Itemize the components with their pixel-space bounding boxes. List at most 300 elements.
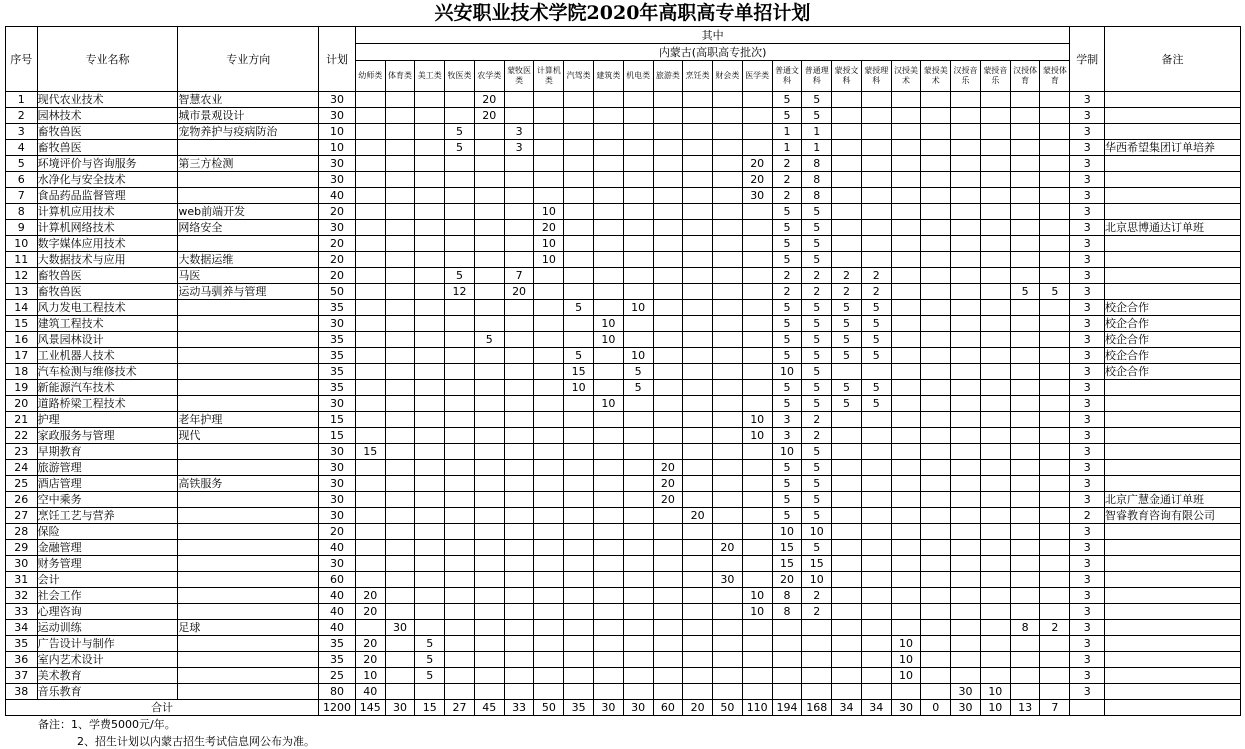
cell-category [832, 188, 862, 204]
cell-years: 3 [1070, 540, 1105, 556]
cell-seq: 1 [6, 92, 38, 108]
header-category: 烹饪类 [683, 61, 713, 92]
total-category: 10 [980, 700, 1010, 716]
cell-category [504, 508, 534, 524]
header-category: 体育类 [385, 61, 415, 92]
cell-category [534, 636, 564, 652]
cell-category [861, 588, 891, 604]
cell-major: 食品药品监督管理 [37, 188, 178, 204]
cell-category [623, 652, 653, 668]
cell-seq: 30 [6, 556, 38, 572]
cell-category [713, 92, 743, 108]
cell-category: 5 [772, 220, 802, 236]
cell-category [713, 444, 743, 460]
cell-direction: 现代 [178, 428, 319, 444]
cell-category [861, 636, 891, 652]
cell-category [415, 588, 445, 604]
table-row [6, 636, 1241, 652]
cell-category [713, 156, 743, 172]
cell-category [534, 492, 564, 508]
cell-category [623, 444, 653, 460]
cell-category [683, 620, 713, 636]
cell-category [1040, 668, 1070, 684]
cell-category [564, 620, 594, 636]
cell-category [653, 188, 683, 204]
cell-category [951, 348, 981, 364]
cell-category [445, 108, 475, 124]
cell-category: 20 [653, 476, 683, 492]
cell-category: 5 [802, 252, 832, 268]
cell-category [593, 588, 623, 604]
cell-years: 3 [1070, 380, 1105, 396]
cell-category [355, 460, 385, 476]
cell-category [1040, 556, 1070, 572]
cell-direction [178, 492, 319, 508]
cell-category [564, 220, 594, 236]
cell-category [445, 476, 475, 492]
cell-category [1040, 348, 1070, 364]
cell-category [742, 348, 772, 364]
cell-category [385, 540, 415, 556]
cell-note: 智睿教育咨询有限公司 [1105, 508, 1241, 524]
table-row [6, 140, 1241, 156]
cell-category [445, 428, 475, 444]
cell-category [564, 412, 594, 428]
cell-category [921, 684, 951, 700]
cell-category [713, 412, 743, 428]
cell-category [415, 220, 445, 236]
cell-category [653, 140, 683, 156]
cell-category [683, 460, 713, 476]
cell-category [921, 332, 951, 348]
cell-category [921, 268, 951, 284]
cell-category: 10 [772, 364, 802, 380]
cell-category [742, 476, 772, 492]
cell-category: 20 [742, 156, 772, 172]
cell-category: 2 [802, 268, 832, 284]
cell-direction [178, 508, 319, 524]
cell-direction: 城市景观设计 [178, 108, 319, 124]
cell-category [653, 364, 683, 380]
cell-category [653, 284, 683, 300]
cell-category [951, 268, 981, 284]
cell-category [1040, 412, 1070, 428]
cell-category [623, 252, 653, 268]
cell-category [980, 524, 1010, 540]
cell-category [832, 428, 862, 444]
cell-category: 20 [504, 284, 534, 300]
cell-category [713, 268, 743, 284]
cell-category [534, 364, 564, 380]
cell-category [891, 556, 921, 572]
cell-category [1010, 300, 1040, 316]
cell-category [683, 684, 713, 700]
cell-category [445, 364, 475, 380]
cell-category [980, 412, 1010, 428]
cell-category [980, 428, 1010, 444]
cell-category: 1 [772, 140, 802, 156]
cell-category [504, 300, 534, 316]
cell-years: 3 [1070, 236, 1105, 252]
cell-category [445, 412, 475, 428]
cell-category [355, 172, 385, 188]
cell-category [832, 140, 862, 156]
cell-category [891, 140, 921, 156]
total-category: 110 [742, 700, 772, 716]
cell-major: 音乐教育 [37, 684, 178, 700]
cell-category: 10 [534, 204, 564, 220]
table-row [6, 540, 1241, 556]
cell-category [951, 412, 981, 428]
cell-category [355, 332, 385, 348]
cell-category [1040, 444, 1070, 460]
cell-years: 3 [1070, 188, 1105, 204]
cell-category [980, 268, 1010, 284]
cell-category [415, 604, 445, 620]
cell-category: 5 [861, 348, 891, 364]
cell-years: 3 [1070, 300, 1105, 316]
cell-category [683, 588, 713, 604]
cell-category [385, 412, 415, 428]
header-category: 蒙授文科 [832, 61, 862, 92]
cell-category [980, 124, 1010, 140]
cell-category: 20 [713, 540, 743, 556]
cell-note [1105, 412, 1241, 428]
cell-category [1040, 572, 1070, 588]
cell-major: 金融管理 [37, 540, 178, 556]
cell-years: 3 [1070, 684, 1105, 700]
cell-category [593, 108, 623, 124]
cell-category [474, 268, 504, 284]
cell-years: 3 [1070, 172, 1105, 188]
cell-category [415, 236, 445, 252]
cell-years: 3 [1070, 444, 1105, 460]
cell-category [415, 380, 445, 396]
cell-category [474, 252, 504, 268]
cell-category: 10 [355, 668, 385, 684]
cell-category [861, 476, 891, 492]
cell-category: 2 [802, 412, 832, 428]
cell-seq: 29 [6, 540, 38, 556]
cell-category [832, 604, 862, 620]
cell-category [385, 124, 415, 140]
cell-category [921, 556, 951, 572]
cell-category [1040, 396, 1070, 412]
cell-category [415, 428, 445, 444]
cell-plan: 30 [319, 444, 356, 460]
cell-category [742, 492, 772, 508]
cell-category [951, 444, 981, 460]
cell-category [1040, 124, 1070, 140]
cell-category [474, 396, 504, 412]
cell-years: 3 [1070, 588, 1105, 604]
cell-direction [178, 652, 319, 668]
cell-category: 12 [445, 284, 475, 300]
cell-category [355, 236, 385, 252]
cell-category [891, 620, 921, 636]
cell-category [1010, 508, 1040, 524]
cell-category [415, 444, 445, 460]
cell-category [891, 588, 921, 604]
cell-seq: 4 [6, 140, 38, 156]
cell-category [564, 460, 594, 476]
cell-seq: 32 [6, 588, 38, 604]
cell-category: 5 [802, 220, 832, 236]
cell-note: 校企合作 [1105, 316, 1241, 332]
cell-category [593, 300, 623, 316]
cell-years: 3 [1070, 284, 1105, 300]
cell-category [504, 572, 534, 588]
cell-category [1010, 540, 1040, 556]
cell-category [1040, 652, 1070, 668]
cell-category [593, 492, 623, 508]
cell-seq: 28 [6, 524, 38, 540]
cell-category [980, 316, 1010, 332]
cell-category [1010, 316, 1040, 332]
cell-category [713, 476, 743, 492]
cell-note: 北京思博通达订单班 [1105, 220, 1241, 236]
cell-category [713, 252, 743, 268]
cell-category [1040, 172, 1070, 188]
cell-category: 5 [772, 92, 802, 108]
cell-category [445, 508, 475, 524]
cell-plan: 30 [319, 556, 356, 572]
cell-category [891, 476, 921, 492]
cell-category [593, 524, 623, 540]
cell-category [504, 108, 534, 124]
cell-category [1010, 524, 1040, 540]
cell-category: 20 [534, 220, 564, 236]
cell-category [623, 236, 653, 252]
cell-category [593, 652, 623, 668]
cell-category [832, 684, 862, 700]
cell-category [504, 684, 534, 700]
cell-category [415, 508, 445, 524]
cell-note [1105, 684, 1241, 700]
cell-category [623, 588, 653, 604]
cell-category [593, 604, 623, 620]
cell-category [564, 332, 594, 348]
header-category: 蒙授美术 [921, 61, 951, 92]
cell-plan: 35 [319, 332, 356, 348]
cell-category [742, 220, 772, 236]
cell-category [951, 620, 981, 636]
cell-category: 10 [593, 316, 623, 332]
cell-category [564, 236, 594, 252]
cell-category [623, 396, 653, 412]
cell-category [415, 268, 445, 284]
cell-years: 3 [1070, 140, 1105, 156]
cell-seq: 12 [6, 268, 38, 284]
cell-category [355, 124, 385, 140]
cell-category [355, 108, 385, 124]
cell-category [623, 204, 653, 220]
cell-category [445, 188, 475, 204]
cell-category [1010, 572, 1040, 588]
cell-category [742, 556, 772, 572]
cell-category [504, 332, 534, 348]
total-category: 34 [832, 700, 862, 716]
cell-category [832, 364, 862, 380]
cell-major: 美术教育 [37, 668, 178, 684]
cell-category [564, 636, 594, 652]
header-category: 汉授美术 [891, 61, 921, 92]
cell-category: 5 [832, 332, 862, 348]
cell-note [1105, 252, 1241, 268]
cell-category [891, 284, 921, 300]
cell-major: 室内艺术设计 [37, 652, 178, 668]
cell-category [802, 652, 832, 668]
cell-category [385, 220, 415, 236]
cell-category [713, 396, 743, 412]
cell-category [415, 540, 445, 556]
cell-category [683, 268, 713, 284]
cell-direction: 足球 [178, 620, 319, 636]
cell-category [623, 412, 653, 428]
header-plan: 计划 [319, 27, 356, 92]
cell-direction [178, 604, 319, 620]
cell-category [564, 572, 594, 588]
cell-category [653, 556, 683, 572]
cell-note [1105, 460, 1241, 476]
table-row [6, 204, 1241, 220]
cell-category [504, 460, 534, 476]
cell-category [623, 540, 653, 556]
cell-category [742, 332, 772, 348]
cell-seq: 2 [6, 108, 38, 124]
cell-category [415, 316, 445, 332]
cell-category [564, 252, 594, 268]
cell-plan: 30 [319, 108, 356, 124]
cell-category [1010, 268, 1040, 284]
cell-category [891, 332, 921, 348]
cell-category [474, 588, 504, 604]
cell-plan: 20 [319, 204, 356, 220]
cell-plan: 20 [319, 236, 356, 252]
table-row [6, 652, 1241, 668]
cell-category [951, 652, 981, 668]
cell-category [1010, 204, 1040, 220]
cell-category [504, 316, 534, 332]
cell-major: 旅游管理 [37, 460, 178, 476]
cell-note: 华西希望集团订单培养 [1105, 140, 1241, 156]
cell-category [385, 588, 415, 604]
cell-category [504, 556, 534, 572]
cell-category [504, 156, 534, 172]
cell-category [564, 524, 594, 540]
cell-category [921, 252, 951, 268]
cell-direction: 马医 [178, 268, 319, 284]
cell-seq: 31 [6, 572, 38, 588]
cell-category [891, 444, 921, 460]
cell-major: 道路桥梁工程技术 [37, 396, 178, 412]
cell-category [921, 364, 951, 380]
cell-category [653, 524, 683, 540]
cell-category [445, 652, 475, 668]
cell-category [861, 236, 891, 252]
cell-category: 5 [772, 204, 802, 220]
cell-category [1010, 636, 1040, 652]
cell-category: 5 [772, 300, 802, 316]
cell-category [683, 524, 713, 540]
cell-category [832, 620, 862, 636]
cell-category [980, 556, 1010, 572]
cell-seq: 7 [6, 188, 38, 204]
cell-category [713, 508, 743, 524]
cell-direction: 高铁服务 [178, 476, 319, 492]
cell-category: 1 [802, 124, 832, 140]
header-direction: 专业方向 [178, 27, 319, 92]
total-category: 60 [653, 700, 683, 716]
cell-category [593, 556, 623, 572]
cell-category [653, 220, 683, 236]
cell-category: 5 [802, 540, 832, 556]
cell-category [474, 316, 504, 332]
cell-category [564, 316, 594, 332]
cell-category [653, 668, 683, 684]
cell-category [564, 604, 594, 620]
cell-category [534, 556, 564, 572]
cell-category [355, 300, 385, 316]
cell-category [385, 140, 415, 156]
cell-category: 5 [802, 492, 832, 508]
table-row [6, 348, 1241, 364]
cell-category [713, 604, 743, 620]
cell-plan: 30 [319, 316, 356, 332]
cell-category [980, 332, 1010, 348]
cell-category [415, 364, 445, 380]
cell-category [564, 396, 594, 412]
cell-category [445, 204, 475, 220]
total-category: 45 [474, 700, 504, 716]
cell-category [415, 108, 445, 124]
cell-category [504, 396, 534, 412]
cell-category: 2 [832, 268, 862, 284]
cell-category: 10 [980, 684, 1010, 700]
cell-category: 3 [772, 412, 802, 428]
cell-category [832, 252, 862, 268]
cell-category [921, 636, 951, 652]
table-row [6, 252, 1241, 268]
cell-years: 3 [1070, 524, 1105, 540]
cell-years: 3 [1070, 428, 1105, 444]
cell-category: 5 [772, 236, 802, 252]
cell-category [951, 508, 981, 524]
cell-category [1040, 364, 1070, 380]
cell-plan: 30 [319, 92, 356, 108]
cell-category [921, 380, 951, 396]
cell-category [832, 220, 862, 236]
header-category: 蒙授理科 [861, 61, 891, 92]
cell-category [653, 412, 683, 428]
cell-category [653, 124, 683, 140]
cell-direction: web前端开发 [178, 204, 319, 220]
cell-plan: 30 [319, 396, 356, 412]
cell-category: 10 [891, 668, 921, 684]
cell-category [415, 348, 445, 364]
cell-direction: 网络安全 [178, 220, 319, 236]
cell-category [1040, 540, 1070, 556]
cell-category [593, 540, 623, 556]
cell-category [951, 460, 981, 476]
cell-category [385, 156, 415, 172]
cell-category: 2 [772, 188, 802, 204]
cell-category [653, 92, 683, 108]
cell-category: 5 [802, 204, 832, 220]
cell-category: 15 [802, 556, 832, 572]
cell-category [385, 188, 415, 204]
cell-major: 大数据技术与应用 [37, 252, 178, 268]
